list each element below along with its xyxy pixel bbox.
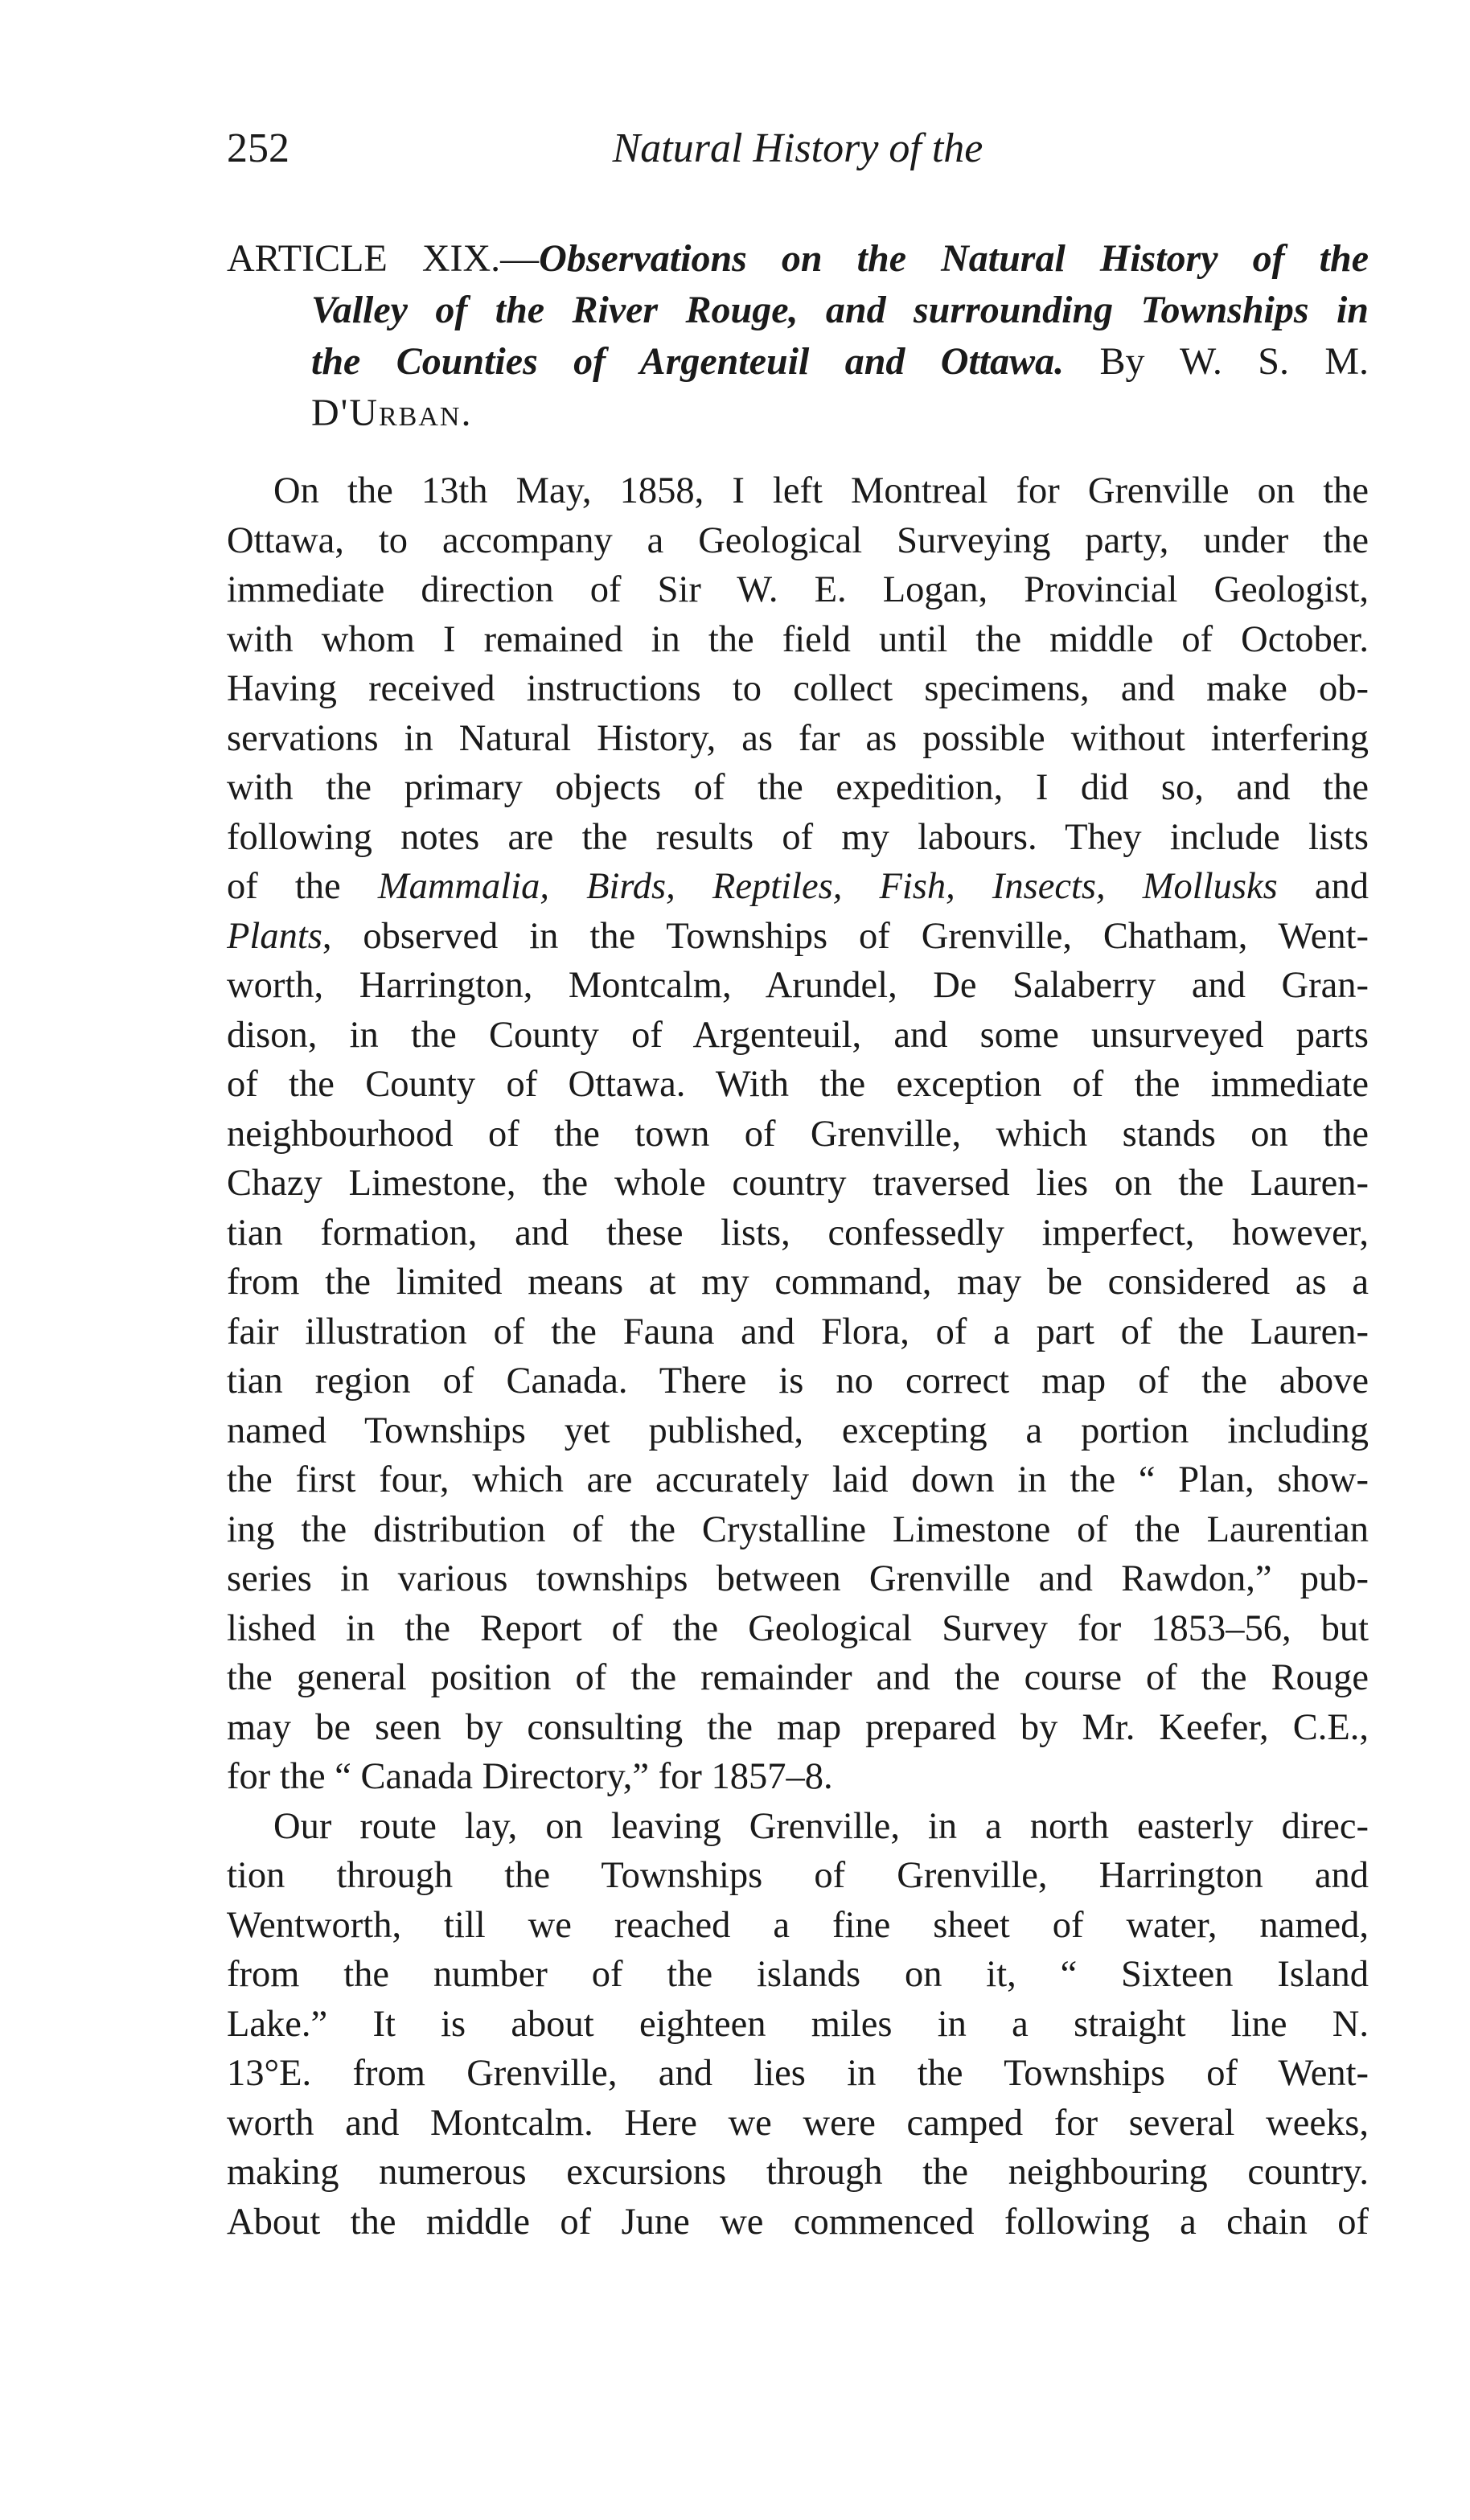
body-line: from the limited means at my command, may be considered as a <box>227 1262 1369 1303</box>
body-line: tian region of Canada. There is no correct map of the above <box>227 1361 1369 1402</box>
body-line: worth and Montcalm. Here we were camped for several weeks, <box>227 2102 1369 2144</box>
body-line: series in various townships between Grenville and Rawdon,” pub- <box>227 1558 1369 1599</box>
body-line: of the County of Ottawa. With the exception of the immediate <box>227 1064 1369 1105</box>
body-italic-run: Mammalia, Birds, Reptiles, Fish, Insects, Mollusks <box>377 866 1278 907</box>
article-heading-line <box>227 336 1369 388</box>
body-line: named Townships yet published, excepting a portion including <box>227 1410 1369 1451</box>
running-head <box>227 121 1369 177</box>
article-author-surname: D'Urban. <box>311 392 473 434</box>
body-line: making numerous excursions through the neighbouring country. <box>227 2152 1369 2193</box>
body-line: the first four, which are accurately laid down in the “ Plan, show- <box>227 1459 1369 1500</box>
body-line: Chazy Limestone, the whole country traversed lies on the Lauren- <box>227 1163 1369 1204</box>
body-text-run: , observed in the Townships of Grenville, Chatham, Went- <box>322 915 1369 957</box>
body-line: Lake.” It is about eighteen miles in a straight line N. <box>227 2003 1369 2045</box>
article-number: ARTICLE XIX.— <box>227 237 540 280</box>
page-number: 252 <box>227 125 289 171</box>
body-line: tian formation, and these lists, confessedly imperfect, however, <box>227 1212 1369 1254</box>
running-title: Natural History of the <box>612 125 983 171</box>
body-line: with whom I remained in the field until the middle of October. <box>227 618 1369 660</box>
body-line: may be seen by consulting the map prepared by Mr. Keefer, C.E., <box>227 1706 1369 1748</box>
body-line: Having received instructions to collect specimens, and make ob- <box>227 668 1369 709</box>
body-line: servations in Natural History, as far as possible without interfering <box>227 717 1369 759</box>
article-heading-line <box>227 233 1369 285</box>
body-line: Wentworth, till we reached a fine sheet of water, named, <box>227 1904 1369 1946</box>
body-line: immediate direction of Sir W. E. Logan, Provincial Geologist, <box>227 569 1369 610</box>
body-italic-run: Plants <box>227 915 322 957</box>
body-line: About the middle of June we commenced following a chain of <box>227 2201 1369 2243</box>
article-author: By W. S. M. <box>1064 340 1369 383</box>
body-line: Ottawa, to accompany a Geological Surveying party, under the <box>227 519 1369 561</box>
body-line: for the “ Canada Directory,” for 1857–8. <box>227 1756 833 1797</box>
body-line: 13°E. from Grenville, and lies in the Townships of Went- <box>227 2053 1369 2094</box>
body-line: dison, in the County of Argenteuil, and some unsurveyed parts <box>227 1014 1369 1056</box>
article-title-part: the Counties of Argenteuil and Ottawa. <box>311 340 1065 383</box>
article-heading <box>227 233 1369 439</box>
body-line: On the 13th May, 1858, I left Montreal for Grenville on the <box>273 470 1369 511</box>
body-line: ing the distribution of the Crystalline Limestone of the Laurentian <box>227 1508 1369 1550</box>
body-line: from the number of the islands on it, “ Sixteen Island <box>227 1954 1369 1995</box>
body-line: Our route lay, on leaving Grenville, in a north easterly direc- <box>273 1805 1369 1847</box>
body-text-run: and <box>1277 866 1369 907</box>
article-title-part: Valley of the River Rouge, and surrounding Townships in <box>311 289 1369 331</box>
body-line: fair illustration of the Fauna and Flora, of a part of the Lauren- <box>227 1311 1369 1352</box>
body-text-run: of the <box>227 866 378 907</box>
body-line: following notes are the results of my labours. They include lists <box>227 816 1369 858</box>
body-line <box>227 912 1369 962</box>
body-text <box>227 466 1369 2247</box>
body-line <box>227 862 1369 912</box>
article-title-part: Observations on the Natural History of the <box>539 237 1369 280</box>
body-line: the general position of the remainder and the course of the Rouge <box>227 1657 1369 1698</box>
body-line: worth, Harrington, Montcalm, Arundel, De Salaberry and Gran- <box>227 965 1369 1006</box>
body-line: tion through the Townships of Grenville, Harrington and <box>227 1855 1369 1896</box>
article-heading-line <box>227 388 1369 439</box>
article-heading-line <box>227 285 1369 336</box>
body-line: neighbourhood of the town of Grenville, which stands on the <box>227 1113 1369 1155</box>
body-line: with the primary objects of the expedition, I did so, and the <box>227 767 1369 808</box>
body-line: lished in the Report of the Geological Survey for 1853–56, but <box>227 1607 1369 1649</box>
